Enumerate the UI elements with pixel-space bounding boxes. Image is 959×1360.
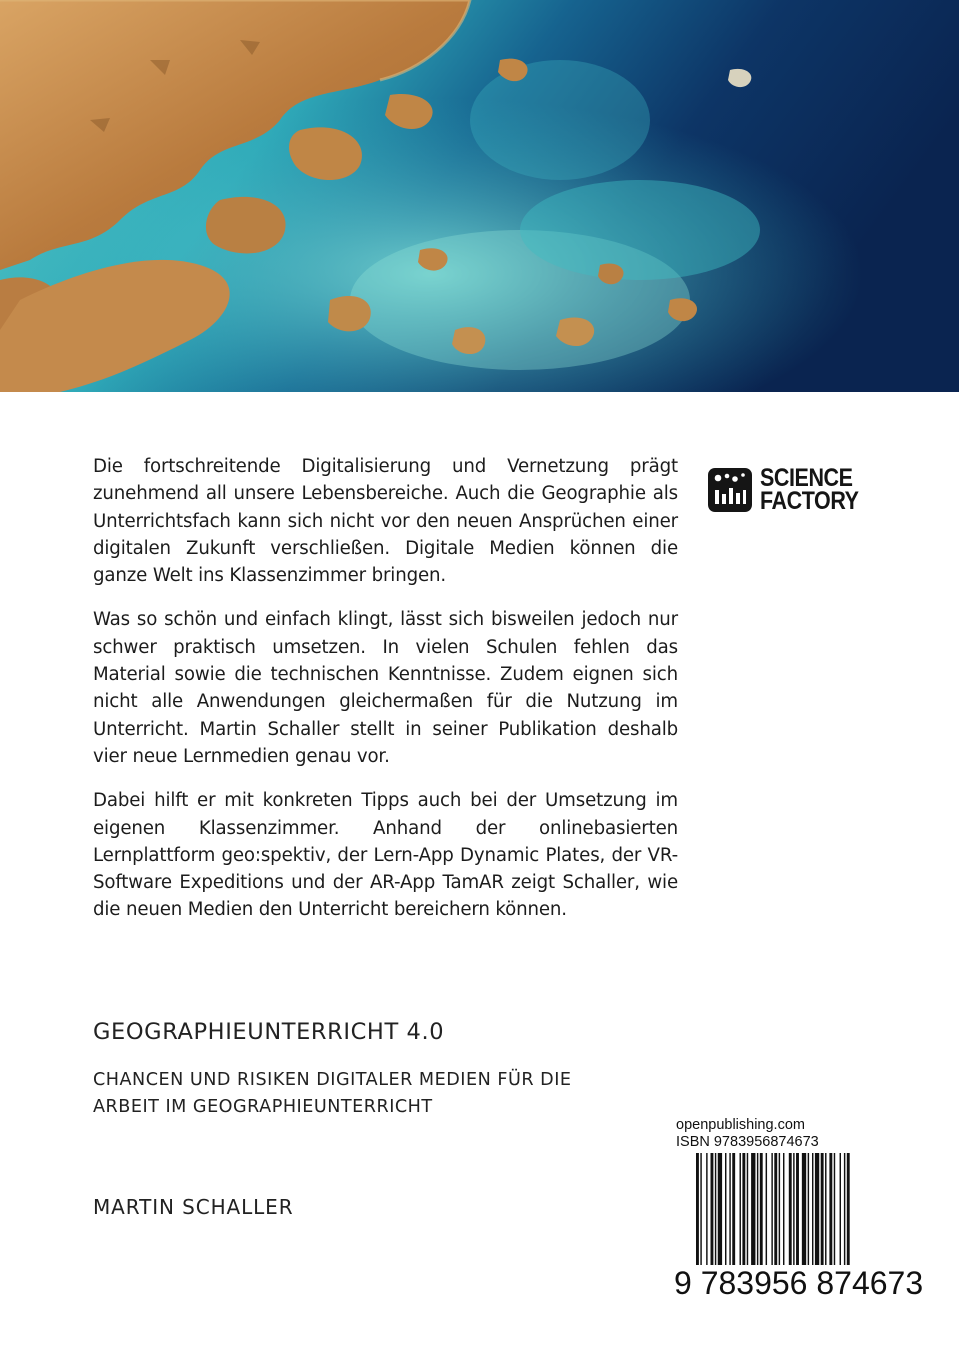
barcode-bar xyxy=(696,1153,699,1283)
barcode-bar xyxy=(847,1153,850,1283)
book-author: MARTIN SCHALLER xyxy=(93,1195,294,1219)
barcode-bar xyxy=(783,1153,784,1265)
barcode-bar xyxy=(729,1153,730,1265)
barcode-bar xyxy=(808,1153,809,1265)
barcode-bar xyxy=(812,1153,813,1265)
barcode-bar xyxy=(715,1153,716,1265)
cover-satellite-image xyxy=(0,0,959,392)
barcode-bar xyxy=(718,1153,722,1265)
barcode-bar xyxy=(802,1153,806,1265)
barcode-bar xyxy=(700,1153,701,1283)
barcode-bar xyxy=(821,1153,824,1265)
barcode-bar xyxy=(771,1153,772,1265)
publisher-name-line1: SCIENCE xyxy=(760,464,853,492)
barcode-bar xyxy=(751,1153,755,1265)
book-title: GEOGRAPHIEUNTERRICHT 4.0 xyxy=(93,1019,445,1045)
barcode-bar xyxy=(774,1153,777,1283)
barcode-bar xyxy=(725,1153,726,1265)
barcode-bar xyxy=(766,1153,767,1265)
barcode-bar xyxy=(711,1153,714,1265)
publisher-logo xyxy=(706,463,876,517)
barcode-bar xyxy=(740,1153,741,1265)
barcode-bar xyxy=(706,1153,707,1265)
barcode-bar xyxy=(825,1153,826,1265)
blurb-paragraph: Die fortschreitende Digitalisierung und Vernetzung prägt zunehmend all unsere Lebensbereiche. Auch die Geographie als Unterrichtsfach kann sich nicht vor den neuen Ansprüchen einer digitalen Zukunft verschließen. Digitale Medien können die ganze Welt ins Klassenzimmer bringen. xyxy=(93,456,678,587)
book-subtitle-line2: ARBEIT IM GEOGRAPHIEUNTERRICHT xyxy=(93,1097,433,1117)
blurb-paragraph: Was so schön und einfach klingt, lässt sich bisweilen jedoch nur schwer praktisch umsetzen. In vielen Schulen fehlen das Material sowie die technischen Kenntnisse. Zudem eignen sich nicht alle Anwendungen gleichermaßen für die Nutzung im Unterricht. Martin Schaller stellt in seiner Publikation deshalb vier neue Lernmedien genau vor. xyxy=(93,609,678,767)
barcode-bar xyxy=(747,1153,748,1265)
barcode-digits: 9 783956 874673 xyxy=(674,1265,924,1301)
back-cover-blurb xyxy=(93,453,678,941)
isbn-label: ISBN 9783956874673 xyxy=(676,1134,819,1150)
publisher-url: openpublishing.com xyxy=(676,1117,805,1133)
satellite-coastline-image xyxy=(0,0,959,392)
barcode-bar xyxy=(757,1153,758,1265)
book-subtitle-line1: CHANCEN UND RISIKEN DIGITALER MEDIEN FÜR DIE xyxy=(93,1070,572,1090)
barcode-bar xyxy=(840,1153,841,1265)
publisher-name-line2: FACTORY xyxy=(760,487,859,515)
barcode-bar xyxy=(815,1153,819,1265)
barcode-bar xyxy=(742,1153,745,1265)
barcode-bar xyxy=(793,1153,794,1265)
barcode-bar xyxy=(732,1153,735,1265)
barcode-bar xyxy=(760,1153,763,1265)
science-factory-logo-icon xyxy=(706,466,754,514)
barcode-bar xyxy=(789,1153,792,1265)
barcode-bar xyxy=(796,1153,799,1265)
barcode-bar xyxy=(834,1153,835,1265)
barcode-bar xyxy=(844,1153,845,1283)
book-subtitle xyxy=(93,1067,653,1121)
barcode-bar xyxy=(829,1153,832,1265)
blurb-paragraph: Dabei hilft er mit konkreten Tipps auch bei der Umsetzung im eigenen Klassenzimmer. Anhand der onlinebasierten Lernplattform geo:spektiv, der Lern-App Dynamic Plates, der VR-Software Expeditions und der AR-App TamAR zeigt Schaller, wie die neuen Medien den Unterricht bereichern können. xyxy=(93,790,678,921)
barcode-bar xyxy=(779,1153,780,1265)
